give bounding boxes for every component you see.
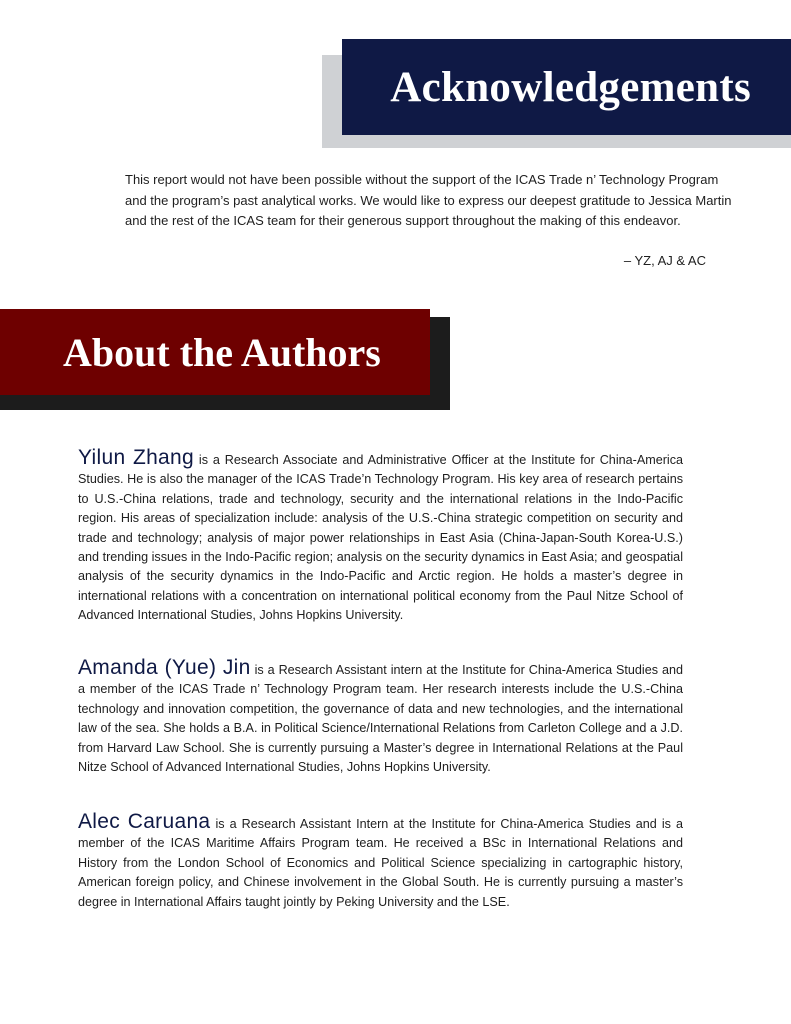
author-name: Yilun Zhang (78, 446, 194, 469)
about-title: About the Authors (63, 329, 381, 375)
author-bio-text: is a Research Assistant intern at the Institute for China-America Studies and a member of the ICAS Trade n’ Technology Program team. Her research interests include the U.S.-China technology and innovation competition, the governance of data and new technologies, and the international law of the sea. She holds a B.A. in Political Science/International Relations from Carleton College and a J.D. from Harvard Law School. She is currently pursuing a Master’s degree in International Relations at the Paul Nitze School of Advanced International Studies, Johns Hopkins University. (78, 663, 683, 775)
author-bio-alec-caruana (78, 812, 683, 912)
acknowledgements-banner (342, 39, 791, 135)
author-bio-yilun-zhang (78, 448, 683, 626)
author-name: Amanda (Yue) Jin (78, 656, 251, 679)
about-banner (0, 309, 430, 395)
author-bio-text: is a Research Assistant Intern at the Institute for China-America Studies and is a member of the ICAS Maritime Affairs Program team. He received a BSc in International Relations and History from the London School of Economics and Political Science specializing in cartographic history, American foreign policy, and Chinese involvement in the Global South. He is currently pursuing a master’s degree in International Affairs taught jointly by Peking University and the LSE. (78, 817, 683, 909)
author-bio-text: is a Research Associate and Administrative Officer at the Institute for China-America Studies. He is also the manager of the ICAS Trade’n Technology Program. His key area of research pertains to U.S.-China relations, trade and technology, security and the international relations in the Indo-Pacific region. His areas of specialization include: analysis of the U.S.-China strategic competition on security and trade and technology; analysis of major power relationships in East Asia (China-Japan-South Korea-U.S.) and trending issues in the Indo-Pacific region; analysis on the security dynamics in East Asia; and geospatial analysis of the security dynamics in the Indo-Pacific and Arctic region. He holds a master’s degree in international relations with a concentration on international political economy from the Paul Nitze School of Advanced International Studies, Johns Hopkins University. (78, 453, 684, 623)
acknowledgements-signoff: – YZ, AJ & AC (623, 253, 706, 268)
author-bio-amanda-jin (78, 658, 683, 777)
author-name: Alec Caruana (78, 810, 211, 833)
acknowledgements-text: This report would not have been possible without the support of the ICAS Trade n’ Technology Program and the program’s past analytical works. We would like to express our deepest gratitude to Jessica Martin and the rest of the ICAS team for their generous support throughout the making of this endeavor. (125, 172, 732, 228)
acknowledgements-title: Acknowledgements (390, 63, 751, 111)
